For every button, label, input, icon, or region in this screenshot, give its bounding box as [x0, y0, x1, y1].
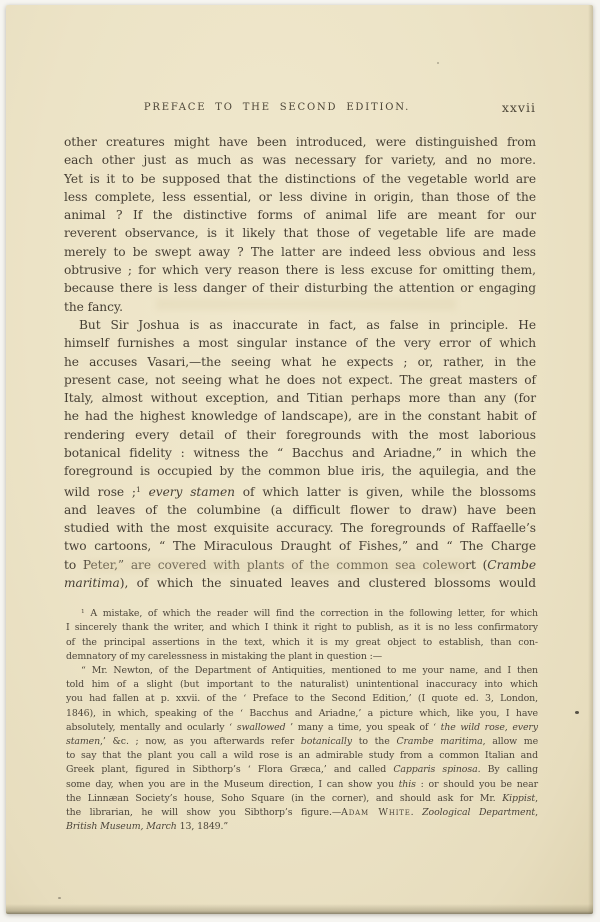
text-segment: the Linnæan Society’s house, Soho Square (in the corner), and should ask for Mr.	[66, 792, 503, 804]
text-segment: himself furnishes a most singular instance of the very error of which	[64, 336, 536, 351]
text-segment: each other just as much as was necessary for variety, and no more.	[64, 153, 536, 168]
text-segment: : or should you be near	[415, 778, 538, 790]
text-line	[64, 243, 536, 261]
text-line	[64, 133, 536, 151]
text-segment: Italy, almost without exception, and Titian perhaps more than any (for	[64, 391, 536, 406]
text-segment: the librarian, he will show you Sibthorp’s figure.—	[66, 806, 342, 818]
text-segment: ,	[535, 792, 538, 804]
text-segment: Capparis spinosa	[393, 764, 478, 776]
text-segment: of which latter is given, while the blossoms	[234, 484, 536, 499]
text-line	[64, 481, 536, 501]
text-line	[64, 574, 536, 592]
text-line	[66, 636, 538, 650]
text-line	[64, 298, 536, 316]
text-segment: I sincerely thank the writer, and which I think it right to publish, as it is no less confirmatory	[66, 622, 538, 634]
text-line	[66, 735, 538, 749]
running-title: PREFACE TO THE SECOND EDITION.	[143, 102, 411, 113]
text-line	[66, 605, 538, 621]
text-line	[66, 749, 538, 763]
text-line	[64, 170, 536, 188]
text-segment: 1	[135, 484, 141, 494]
text-segment: botanical fidelity : witness the “ Bacchus and Ariadne,” in which the	[64, 446, 536, 461]
text-segment: absolutely, mentally and ocularly ‘	[66, 721, 237, 733]
text-segment: Adam White	[341, 806, 411, 818]
text-line	[64, 353, 536, 371]
text-line	[64, 371, 536, 389]
text-segment: Kippist	[502, 792, 536, 804]
text-segment: merely to be swept away ? The latter are indeed less obvious and less	[64, 244, 536, 259]
text-segment: less complete, less essential, or less divine in origin, than those of the	[64, 189, 536, 204]
text-segment: the fancy.	[64, 299, 123, 314]
text-segment: he accuses Vasari,—the seeing what he expects ; or, rather, in the	[64, 354, 536, 369]
page-header	[64, 102, 536, 116]
text-line	[64, 206, 536, 224]
text-segment: maritima	[64, 575, 120, 590]
text-segment: Zoological Department	[422, 806, 536, 818]
paper-speck	[575, 711, 579, 714]
paper-speck	[437, 62, 439, 64]
text-segment: swallowed	[236, 721, 286, 733]
text-line	[66, 650, 538, 664]
text-segment: Crambe	[487, 557, 536, 572]
footnote	[66, 605, 538, 834]
text-segment: stamen	[66, 735, 101, 747]
text-segment: 13, 1849.”	[176, 821, 229, 833]
text-segment: rendering every detail of their foregrounds with the most laborious	[64, 427, 536, 442]
text-segment: present case, not seeing what he does not expect. The great masters of	[64, 372, 536, 387]
text-segment: wild rose ;	[64, 484, 136, 499]
text-line	[64, 389, 536, 407]
text-line	[66, 763, 538, 777]
text-segment: foreground is occupied by the common blue iris, the aquilegia, and the	[64, 464, 536, 479]
text-segment: But Sir Joshua is as inaccurate in fact, as false in principle. He	[79, 317, 536, 332]
text-segment: two cartoons, “ The Miraculous Draught of Fishes,” and “ The Charge	[64, 539, 536, 554]
text-line	[66, 664, 538, 678]
text-segment: 1846), in which, speaking of the ‘ Bacchus and Ariadne,’ a picture which, like you, I have	[66, 707, 538, 719]
text-segment: studied with the most exquisite accuracy. The foregrounds of Raffaelle’s	[64, 521, 536, 536]
text-line	[64, 462, 536, 480]
text-line	[64, 261, 536, 279]
text-segment: ,’ &c. ; now, as you afterwards refer	[100, 735, 301, 747]
text-line	[64, 444, 536, 462]
text-segment: . By calling	[477, 764, 538, 776]
page-number: xxvii	[501, 100, 536, 115]
text-segment: Crambe maritima	[396, 735, 483, 747]
text-segment: every stamen	[140, 484, 235, 499]
text-line	[64, 407, 536, 425]
text-segment: “ Mr. Newton, of the Department of Antiquities, mentioned to me your name, and I then	[81, 664, 538, 676]
text-segment: because there is less danger of their disturbing the attention or engaging	[64, 281, 536, 296]
text-segment: some day, when you are in the Museum direction, I can show you	[66, 778, 399, 790]
text-segment: and leaves of the columbine (a difficult flower to draw) have been	[64, 502, 536, 517]
text-segment: botanically	[300, 735, 352, 747]
text-line	[66, 621, 538, 635]
text-segment: ’ many a time, you speak of ‘	[285, 721, 441, 733]
text-segment: of the principal assertions in the text, which it is my great object to establish, than con-	[66, 636, 538, 648]
text-line	[64, 279, 536, 297]
text-line	[64, 224, 536, 242]
text-line	[66, 678, 538, 692]
text-line	[66, 692, 538, 706]
text-line	[66, 721, 538, 735]
text-segment: other creatures might have been introduced, were distinguished from	[64, 135, 536, 149]
text-segment: obtrusive ; for which very reason there is less excuse for omitting them,	[64, 263, 536, 278]
text-line	[66, 820, 538, 834]
text-line	[64, 151, 536, 169]
paragraph	[64, 133, 536, 316]
text-line	[66, 778, 538, 792]
text-line	[66, 707, 538, 721]
text-line	[64, 426, 536, 444]
text-line	[64, 316, 536, 334]
text-segment: reverent observance, is it likely that those of vegetable life are made	[64, 226, 536, 241]
text-line	[64, 519, 536, 537]
text-line	[66, 792, 538, 806]
text-segment: ), of which the sinuated leaves and clustered blossoms would	[119, 575, 536, 590]
text-line	[64, 334, 536, 352]
text-line	[64, 556, 536, 574]
text-line	[64, 188, 536, 206]
text-line	[64, 537, 536, 555]
text-segment: this	[398, 778, 416, 790]
text-segment: British Museum, March	[66, 821, 177, 833]
text-segment: 1	[81, 609, 85, 616]
paper-speck	[58, 897, 61, 899]
text-segment: he had the highest knowledge of landscape), are in the constant habit of	[64, 409, 536, 424]
text-segment: the wild rose, every	[440, 721, 538, 733]
text-segment: animal ? If the distinctive forms of animal life are meant for our	[64, 208, 536, 223]
text-line	[66, 806, 538, 820]
text-segment: Yet is it to be supposed that the distinctions of the vegetable world are	[64, 171, 536, 186]
book-page	[6, 5, 593, 914]
text-segment: demnatory of my carelessness in mistaking the plant in question :—	[66, 650, 382, 662]
text-segment: , allow me	[482, 735, 539, 747]
text-line	[64, 501, 536, 519]
paragraph	[64, 316, 536, 592]
text-segment: to say that the plant you call a wild rose is an admirable study from a common Italian and	[66, 750, 538, 762]
text-segment: you had fallen at p. xxvii. of the ‘ Preface to the Second Edition,’ (I quote ed. 3, London,	[66, 693, 538, 705]
text-segment: ,	[535, 806, 538, 818]
text-segment: to Peter,” are covered with plants of the common sea colewort (	[64, 557, 488, 572]
text-segment: told him of a slight (but important to the naturalist) unintentional inaccuracy into which	[66, 679, 538, 691]
body-text	[64, 133, 536, 592]
paragraph	[66, 605, 538, 664]
text-segment: A mistake, of which the reader will find the correction in the following letter, for which	[84, 608, 538, 620]
text-segment: Greek plant, figured in Sibthorp’s ‘ Flora Græca,’ and called	[66, 764, 394, 776]
paragraph	[66, 664, 538, 834]
text-segment: .	[410, 806, 423, 818]
text-segment: to the	[351, 735, 397, 747]
